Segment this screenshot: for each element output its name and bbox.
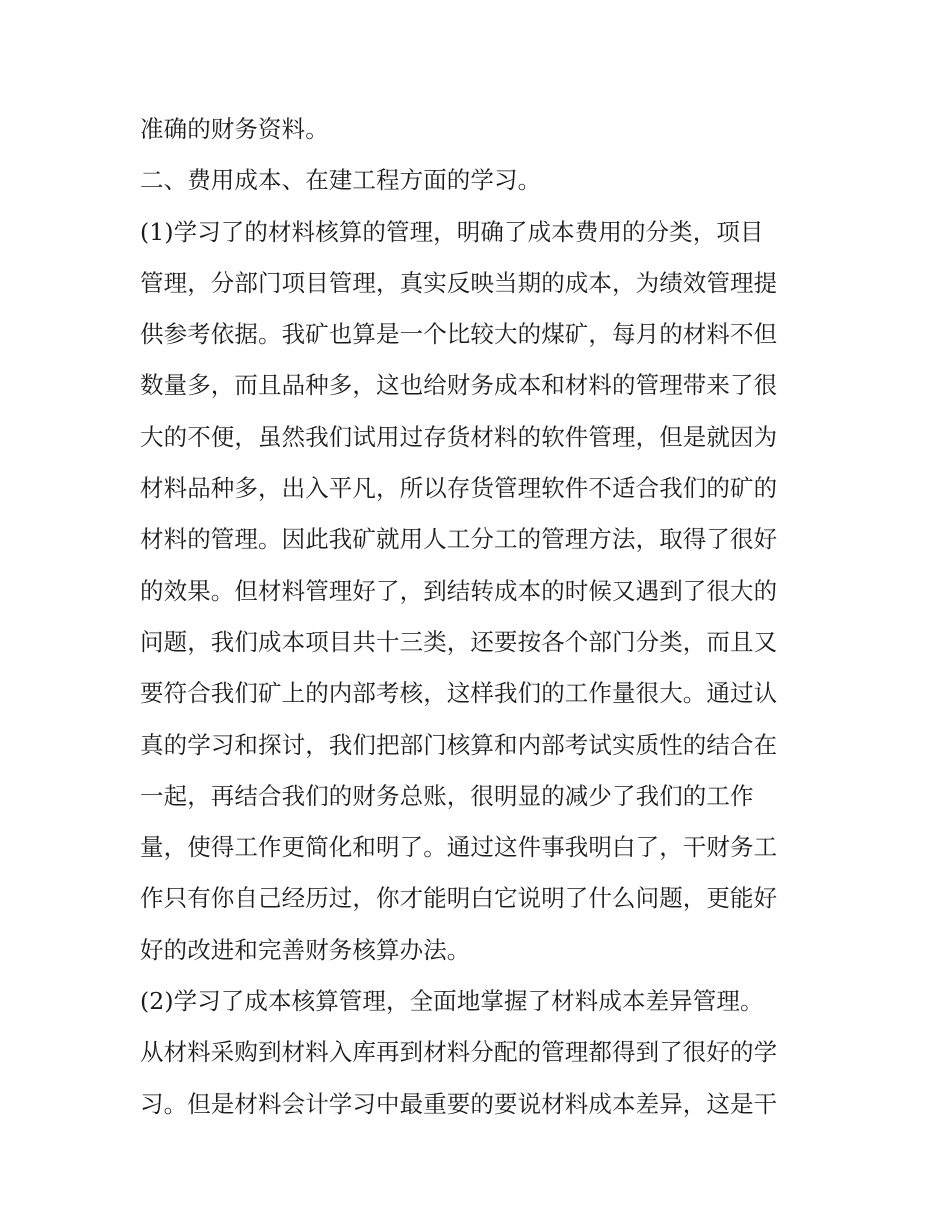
text-line: 的效果。但材料管理好了，到结转成本的时候又遇到了很大的: [140, 576, 778, 605]
text-line: 准确的财务资料。: [140, 115, 329, 143]
text-line: 从材料采购到材料入库再到材料分配的管理都得到了很好的学: [140, 1038, 778, 1067]
text-line: 大的不便，虽然我们试用过存货材料的软件管理，但是就因为: [140, 422, 778, 451]
text-line: 管理，分部门项目管理，真实反映当期的成本，为绩效管理提: [140, 268, 778, 297]
text-line: 真的学习和探讨，我们把部门核算和内部考试实质性的结合在: [140, 730, 778, 759]
text-line: 材料的管理。因此我矿就用人工分工的管理方法，取得了很好: [140, 525, 778, 554]
text-line: 供参考依据。我矿也算是一个比较大的煤矿，每月的材料不但: [140, 320, 778, 349]
text-line: 量，使得工作更简化和明了。通过这件事我明白了，干财务工: [140, 833, 778, 862]
text-line: 好的改进和完善财务核算办法。: [140, 935, 471, 964]
text-line: 一起，再结合我们的财务总账，很明显的减少了我们的工作: [140, 781, 754, 810]
text-line: 作只有你自己经历过，你才能明白它说明了什么问题，更能好: [140, 884, 778, 913]
text-line: 材料品种多，出入平凡，所以存货管理软件不适合我们的矿的: [140, 474, 778, 503]
text-line: 习。但是材料会计学习中最重要的要说材料成本差异，这是干: [140, 1089, 778, 1118]
text-line: 数量多，而且品种多，这也给财务成本和材料的管理带来了很: [140, 371, 778, 400]
text-line: (1)学习了的材料核算的管理，明确了成本费用的分类，项目: [140, 217, 764, 246]
text-line: 要符合我们矿上的内部考核，这样我们的工作量很大。通过认: [140, 679, 778, 708]
document-body: [140, 104, 820, 1130]
section-heading: 二、费用成本、在建工程方面的学习。: [140, 166, 542, 195]
text-line: 问题，我们成本项目共十三类，还要按各个部门分类，而且又: [140, 627, 778, 656]
text-line: (2)学习了成本核算管理，全面地掌握了材料成本差异管理。: [140, 987, 764, 1016]
